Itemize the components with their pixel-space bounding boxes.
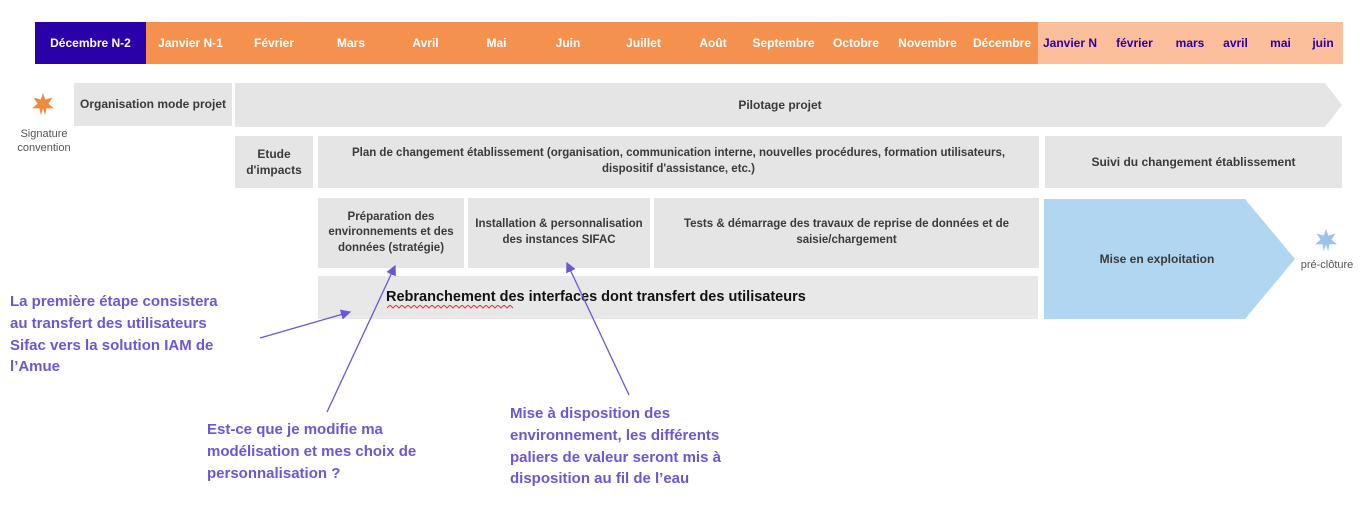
annotation-left-line: au transfert des utilisateurs xyxy=(10,314,207,332)
timeline-month: mars xyxy=(1175,36,1205,50)
timeline-month: avril xyxy=(1223,36,1248,50)
timeline-month: Juillet xyxy=(626,36,661,50)
phase-etude-line2: d'impacts xyxy=(246,163,302,177)
annotation-right-line: Mise à disposition des xyxy=(510,405,671,422)
timeline-month: Février xyxy=(253,36,295,50)
annotation-left xyxy=(10,291,270,378)
timeline-month: Juin xyxy=(555,36,581,50)
phase-installation-line1: Installation & personnalisation xyxy=(475,218,643,231)
phase-rebranchement-label: Rebranchement des interfaces dont transfert des utilisateurs xyxy=(386,288,806,305)
end-milestone-label: pré-clôture xyxy=(1300,259,1354,271)
annotation-middle xyxy=(207,419,467,484)
timeline-month: juin xyxy=(1312,36,1334,50)
annotation-right-line: environnement, les différents xyxy=(510,426,720,444)
arrow-left-annotation xyxy=(260,312,350,338)
annotation-middle-line: Est-ce que je modifie ma xyxy=(207,421,383,438)
timeline-month: mai xyxy=(1270,36,1291,50)
timeline-month: Décembre xyxy=(972,36,1032,50)
phase-plan-line1: Plan de changement établissement (organisation, communication interne, nouvelles procédures, formation utilisateurs, xyxy=(351,147,1006,160)
annotation-right xyxy=(510,403,780,490)
annotation-middle-line: personnalisation ? xyxy=(207,464,341,482)
start-milestone-label-line1: Signature xyxy=(20,128,68,140)
timeline-month: Mai xyxy=(486,36,507,50)
timeline-month: Novembre xyxy=(898,36,957,50)
arrow-right-annotation xyxy=(567,263,629,395)
annotation-right-line: paliers de valeur seront mis à xyxy=(510,448,721,466)
phase-preparation-line3: données (stratégie) xyxy=(337,241,445,254)
annotation-right-line: disposition au fil de l’eau xyxy=(510,470,690,488)
phase-pilotage-label: Pilotage projet xyxy=(738,97,822,112)
annotation-middle-line: modélisation et mes choix de xyxy=(207,442,417,460)
timeline-month: Décembre N-2 xyxy=(50,36,131,50)
phase-etude-line1: Etude xyxy=(257,146,291,161)
start-milestone-label-line2: convention xyxy=(17,141,71,154)
timeline-month: Octobre xyxy=(832,36,879,50)
annotation-left-line: l’Amue xyxy=(10,358,61,376)
phase-preparation-line1: Préparation des xyxy=(347,210,435,223)
timeline-month: Mars xyxy=(336,36,365,50)
phase-tests-line2: saisie/chargement xyxy=(796,234,897,246)
timeline-month: Avril xyxy=(412,36,439,50)
phase-tests-line1: Tests & démarrage des travaux de reprise de données et de xyxy=(683,218,1010,231)
timeline-month: février xyxy=(1116,36,1153,50)
phase-suivi-label: Suivi du changement établissement xyxy=(1091,154,1296,169)
timeline-month: Janvier N-1 xyxy=(158,36,223,50)
annotation-left-line: La première étape consistera xyxy=(10,293,218,310)
phase-installation-line2: des instances SIFAC xyxy=(502,234,616,246)
phase-organisation-label: Organisation mode projet xyxy=(79,97,226,112)
phase-preparation-line2: environnements et des xyxy=(328,226,454,239)
timeline-month: Septembre xyxy=(752,36,815,50)
annotation-left-line: Sifac vers la solution IAM de xyxy=(10,336,214,354)
phase-mise-en-exploitation-label: Mise en exploitation xyxy=(1099,251,1215,266)
timeline-month: Août xyxy=(699,36,727,50)
phase-plan-line2: dispositif d'assistance, etc.) xyxy=(602,163,755,175)
arrow-middle-annotation xyxy=(327,266,395,412)
timeline-month: Janvier N xyxy=(1042,36,1098,50)
